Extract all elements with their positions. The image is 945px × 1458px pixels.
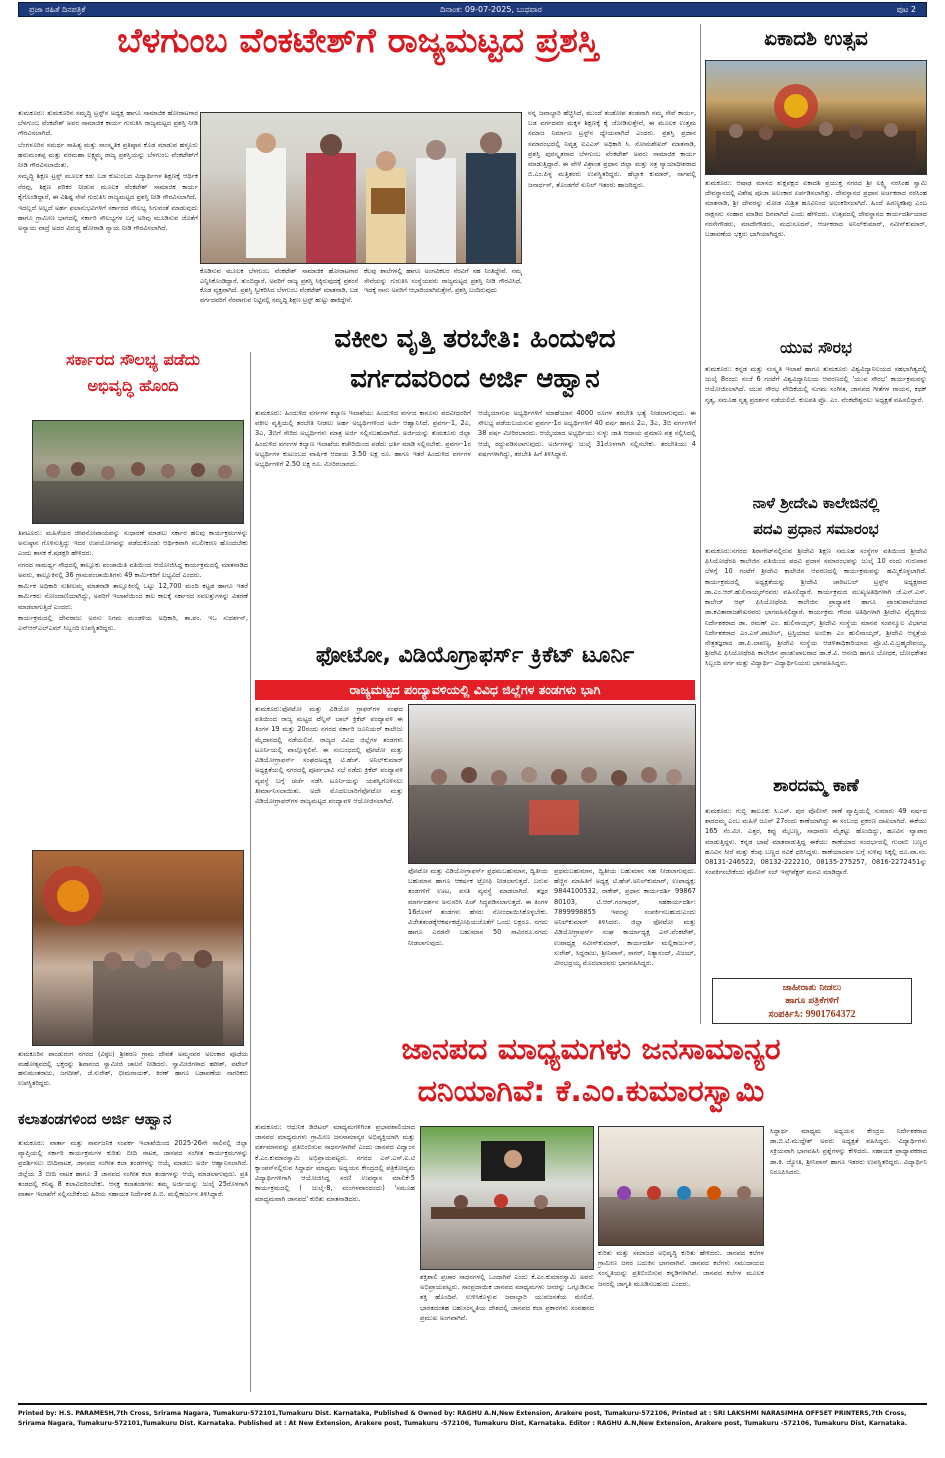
- belagumba-text-col3: ನನ್ನ ಜವಾಬ್ದಾರಿ ಹೆಚ್ಚಿಸಿದೆ, ಮುಂದೆ ತಂಡೋಪ ತಂಡವಾಗಿ ನಮ್ಮ ಸೇವೆ ಕಾರ್ಯ, ಬಡ ವರ್ಗದವರ ಮಕ್ಕಳ ಶಿಕ್ಷಣಕ್ಕೆ ಕೈ ಜೋಡಿಸುತ್ತೇವೆ, ಈ ಮೂಲಕ ಉತ್ತಮ ಸಮಾಜ ನಿರ್ಮಾಣ ಟ್ರಸ್ಟ್‌ನ ಧ್ಯೇಯವಾಗಿದೆ ಎಂದರು. ಪ್ರಶಸ್ತಿ ಪ್ರದಾನ ಸಮಾರಂಭದಲ್ಲಿ ನಿವೃತ್ತ ಐಎಎಸ್ ಅಧಿಕಾರಿ ಸಿ. ಸೋಮಶೇಖರ್ ಮಾತನಾಡಿ, ಪ್ರಶಸ್ತಿ ಪುರಸ್ಕೃತರಾದ ಬೆಳಗುಂಬ ವೆಂಕಟೇಶ್ ಅವರು ಸಾಮಾಜಿಕ ಕಾರ್ಯ ಮಾಡುತ್ತಿದ್ದಾರೆ. ಈ ವೇಳೆ ವಿಶ್ರಾಂತ ಪ್ರಧಾನ ಜಿಲ್ಲಾ ಮತ್ತು ಸತ್ರ ನ್ಯಾಯಾಧೀಶರಾದ ಬಿ.ಎಂ.ಪಿಳ್ಳ ಮತ್ತಿತರರು ಉಪಸ್ಥಿತರಿದ್ದರು. ಹೆಬ್ಬಾಕ ಕುಮಾರ್, ನಾಗವಲ್ಲಿ ಜನಾರ್ಧನ್, ತೊಂಡಗೆರೆ ಸುನಿಲ್ ಇತರರು ಹಾಜರಿದ್ದರು.: [528, 109, 696, 189]
- paragraph: ತಿಪಟೂರು: ಮಹಿಳೆಯರ ಜೀವನೋಪಾಯವನ್ನು ಸುಧಾರಣೆ ಮಾಡಲು ಸರ್ಕಾರ ಹಲವು ಕಾರ್ಯಕ್ರಮಗಳನ್ನು ಅನುಷ್ಠಾನ ಗೊಳಿಸುತ್ತಿದ್ದು ಇದರ ಉಪಯೋಗವನ್ನು ಪಡೆದುಕೊಂಡು ಆರ್ಥಿಕವಾಗಿ ಸಬಲೀಕರಣ ಹೊಂದಬೇಕು ಎಂದು ಶಾಸಕ ಕೆ.ಷಡಕ್ಷರಿ ಹೇಳಿದರು.: [18, 529, 248, 558]
- group-image: [33, 421, 244, 524]
- paragraph: ಇದಲ್ಲದೆ ಅಲ್ಲದೆ ಅರ್ಹ ಫಲಾನುಭವಿಗಳಿಗೆ ಸರ್ಕಾರದ ಸೌಲಭ್ಯ ಸಿಗುವಂತೆ ಮಾಡುವುದು ಹಾಗೂ ಗ್ರಾಮೀಣ ಭಾಗದಲ್ಲಿ ಸರ್ಕಾರಿ ಸೌಲಭ್ಯಗಳ ಬಗ್ಗೆ ಅರಿವು ಮೂಡಿಸುವ ಜೊತೆಗೆ ಅನ್ಯಾಯ ವಾದ್ರೆ ಅದರ ವಿರುದ್ಧ ಹೋರಾಡಿ ನ್ಯಾಯ ನೀಡಿ ಗೌರವಿಸಲಾಗಿದೆ.: [18, 203, 198, 233]
- column-divider: [700, 24, 701, 1024]
- paragraph: ನಗರದ ಸಾಮರ್ಥ್ಯ ಸೌಧದಲ್ಲಿ ತಾಲ್ಲೂಕು ಪಂಚಾಯಿತಿ ವತಿಯಿಂದ ಆಯೋಜಿಸಿದ್ದ ಕಾರ್ಯಕ್ರಮದಲ್ಲಿ ಮಾತನಾಡಿದ ಅವರು, ತಾಲ್ಲೂಕಿನಲ್ಲಿ 36 ಗ್ರಾಮಪಂಚಾಯಿತಿಗಳು 49 ಕಾರ್ಮಿಕರಿಗೆ ಲಭ್ಯವಿದೆ ಎಂದರು.: [18, 560, 248, 579]
- headline-janapada-1: ಜಾನಪದ ಮಾಧ್ಯಮಗಳು ಜನಸಾಮಾನ್ಯರ: [401, 1034, 781, 1067]
- janapada-text-col1: ತುಮಕೂರು: ಆಧುನಿಕ ಡಿಜಿಟಲ್ ಮಾಧ್ಯಮಗಳಿಗಿಂತ ಪ್ರಭಾವಶಾಲಿಯಾದ ಜಾನಪದ ಮಾಧ್ಯಮಗಳು ಗ್ರಾಮೀಣ ಜನಸಾಮಾನ್ಯರ ಅಭಿವ್ಯಕ್ತಿಯಾಗಿ ಮತ್ತು ವರ್ತಮಾನವನ್ನು ಪ್ರತಿಬಿಂಬಿಸುವ ಸಾಧನಗಳಾಗಿವೆ ಎಂದು ಜಾನಪದ ವಿದ್ವಾಂಸ ಕೆ.ಎಂ.ಕುಮಾರಸ್ವಾಮಿ ಅಭಿಪ್ರಾಯಪಟ್ಟರು. ನಗರದ ಎಸ್.ಎಸ್.ಐ.ಟಿ ಕ್ಯಾಂಪಸ್‌ನಲ್ಲಿರುವ ಸಿದ್ಧಾರ್ಥ ಮಾಧ್ಯಮ ಅಧ್ಯಯನ ಕೇಂದ್ರದಲ್ಲಿ ಪತ್ರಿಕೋದ್ಯಮ ವಿದ್ಯಾರ್ಥಿಗಳಿಗಾಗಿ ಆಯೋಜಿಸಿದ್ದ ಸರಣಿ ಉಪನ್ಯಾಸ ಮಾಲಿಕೆ-5 ಕಾರ್ಯಕ್ರಮದಲ್ಲಿ ( ಜುಲೈ-8, ಮಂಗಳವಾರದಂದು) 'ಸಮೂಹ ಮಾಧ್ಯಮವಾಗಿ ಜಾನಪದ' ಕುರಿತು ಮಾತನಾಡಿದರು.: [255, 1123, 415, 1203]
- headline-sarkara-1: ಸರ್ಕಾರದ ಸೌಲಭ್ಯ ಪಡೆದು: [65, 352, 201, 369]
- advertisement-box: [712, 978, 912, 1024]
- award-ceremony-photo: [200, 112, 522, 264]
- headline-sarkara-2: ಅಭಿವೃದ್ಧಿ ಹೊಂದಿ: [87, 378, 179, 395]
- vakila-text-col2: ಆಯ್ಕೆಯಾಗುವ ಅಭ್ಯರ್ಥಿಗಳಿಗೆ ಮಾಹೆಯಾನ 4000 ರೂಗಳ ತರಬೇತಿ ಭತ್ಯೆ ನೀಡಲಾಗುವುದು. ಈ ಸೌಲಭ್ಯ ಪಡೆಯಬಯಸುವ ಪ್ರವರ್ಗ-1ರ ಅಭ್ಯರ್ಥಿಗಳಿಗೆ 40 ವರ್ಷ ಹಾಗೂ 2ಎ, 3ಎ, 3ಬಿ ವರ್ಗಗಳಿಗೆ 38 ವರ್ಷ ಮೀರಿರಬಾರದು. ಆಯ್ಕೆಯಾದ ಅಭ್ಯರ್ಥಿಯು ಸುಳ್ಳು ಜಾತಿ ಆದಾಯ ಪ್ರಮಾಣ ಪತ್ರ ಸಲ್ಲಿಸಿದಲ್ಲಿ ಆಯ್ಕೆ ರದ್ದುಪಡಿಸಲಾಗುವುದು. ಅರ್ಜಿಗಳನ್ನು ಜುಲೈ 31ರೊಳಗಾಗಿ ಸಲ್ಲಿಸಬೇಕು. ತರಬೇತಿಯು 4 ವರ್ಷಗಳಾಗಿದ್ದು, ತರಬೇತಿ ಹಿಗೆ ತಿಳಿಸಿದ್ದಾರೆ.: [478, 409, 696, 458]
- award-photo-caption-right: ಕೆಲವು ಶಾಲೆಗಳಲ್ಲಿ ಹಾಗೂ ಅಂಗವಿಕಲರ ನೆರವಿಗೆ ಸಹ ನಿಂತಿದ್ದೇವೆ. ನಮ್ಮ ಸೇವೆಯನ್ನು ಗುರುತಿಸಿ ಸಂಸ್ಥೆಯವರು ರಾಜ್ಯಮಟ್ಟದ ಪ್ರಶಸ್ತಿ ನೀಡಿ ಗೌರವಿಸಿದೆ, ಇದಕ್ಕೆ ನಾನು ಅವರಿಗೆ ಆಭಾರಿಯಾಗಿರುತ್ತೇನೆ, ಪ್ರಶಸ್ತಿ ಬಂದಿರುವುದು: [364, 267, 522, 295]
- imprint-line-2: Srirama Nagara, Tumakuru-572101,Tumakuru Dist. Karnataka. Published at : At New Extension, Arakere post, Tumakuru -572106, Tumakuru Dist, Karnataka. Editor : RAGHU A.N,New Extension, Arakere post, Tumakuru -572106, Tumakuru Dist, Karnataka.: [18, 1419, 908, 1427]
- headline-vakila-2: ವರ್ಗದವರಿಂದ ಅರ್ಜಿ ಆಹ್ವಾನ: [350, 366, 600, 394]
- team-image: [409, 705, 696, 864]
- paragraph: ಕಾರ್ಯಕ್ರಮದಲ್ಲಿ ದೇವರಾಜು ಅರಸು ನಿಗಮ ಮಂಡಳಿಯ ಅಧಿಕಾರಿ, ತಾ.ಪಂ. ಇಒ ಸುದರ್ಶನ್, ಎನ್‌ಆರ್‌ಎಲ್‌ಎಮ್ ಸಿಬ್ಬಂದಿ ಉಪಸ್ಥಿತರಿದ್ದರು.: [18, 613, 248, 632]
- kala-tandagalu-text: ತುಮಕೂರು: ವಾರ್ತಾ ಮತ್ತು ಸಾರ್ವಜನಿಕ ಸಂಪರ್ಕ ಇಲಾಖೆಯಿಂದ 2025-26ನೇ ಸಾಲಿನಲ್ಲಿ ಜಿಲ್ಲಾ ವ್ಯಾಪ್ತಿಯಲ್ಲಿ ಸರ್ಕಾರಿ ಕಾರ್ಯಕ್ರಮಗಳ ಕುರಿತು ಬೀದಿ ನಾಟಕ, ಜಾನಪದ ಸಂಗೀತ ಕಾರ್ಯಕ್ರಮಗಳನ್ನು ಪ್ರದರ್ಶಿಸಲು ಬೀದಿನಾಟಕ, ಜಾನಪದ ಸಂಗೀತ ಕಲಾ ತಂಡಗಳನ್ನು ಆಯ್ಕೆ ಮಾಡಲು ಅರ್ಜಿ ಆಹ್ವಾನಿಸಲಾಗಿದೆ. ಜಿಲ್ಲೆಯ 3 ಬೀದಿ ನಾಟಕ ಹಾಗೂ 3 ಜಾನಪದ ಸಂಗೀತ ಕಲಾ ತಂಡಗಳನ್ನು ಆಯ್ಕೆ ಮಾಡಲಾಗುವುದು. ಪ್ರತಿ ತಂಡದಲ್ಲಿ ಕನಿಷ್ಟ 8 ಕಲಾವಿದರಿರಬೇಕು. ಆಸಕ್ತ ಕಲಾತಂಡಗಳು ತಮ್ಮ ಅರ್ಜಿಯನ್ನು ಜುಲೈ 25ರೊಳಗಾಗಿ ವಾರ್ತಾ ಇಲಾಖೆಗೆ ಸಲ್ಲಿಸಬೇಕೆಂದು ಹಿರಿಯ ಸಹಾಯಕ ನಿರ್ದೇಶಕ ಪಿ.ಬಿ. ಮಲ್ಲಿಕಾರ್ಜುನ ತಿಳಿಸಿದ್ದಾರೆ.: [18, 1139, 248, 1199]
- sarkara-photo: [32, 420, 244, 524]
- paragraph: ಸಮೃದ್ಧಿ ಶಿಕ್ಷಣ ಟ್ರಸ್ಟ್ ಮೂಲಕ ಕಡು ಬಡ ಕುಟುಂಬದ ವಿದ್ಯಾರ್ಥಿಗಳ ಶಿಕ್ಷಣಕ್ಕೆ ಆರ್ಥಿಕ ನೆರವು, ಶಿಕ್ಷಣ ಪರಿಕರ ನೀಡುವ ಮೂಲಕ ವೆಂಕಟೇಶ್ ಸಾಮಾಜಿಕ ಕಾರ್ಯ ಕೈಗೊಂಡಿದ್ದಾರೆ, ಈ ವಿಶಿಷ್ಟ ಸೇವೆ ಗುರುತಿಸಿ ರಾಜ್ಯಮಟ್ಟದ ಪ್ರಶಸ್ತಿ ನೀಡಿ ಗೌರವಿಸಲಾಗಿದೆ.: [18, 172, 198, 201]
- paper-name: ಪ್ರಜಾ ರಹಿತೆ ದಿನಪತ್ರಿಕೆ: [29, 4, 86, 14]
- cricket-text-col1: ತುಮಕೂರು:ಫೋಟೋ ಮತ್ತು ವಿಡಿಯೋ ಗ್ರಾಫರ್‌ಗಳ ಸಂಘದ ವತಿಯಿಂದ ರಾಜ್ಯ ಮಟ್ಟದ ಟೆನ್ನಿಸ್ ಬಾಲ್ ಕ್ರಿಕೆಟ್ ಪಂದ್ಯಾವಳಿ ಈ ತಿಂಗಳ 19 ಮತ್ತು 20ರಂದು ನಗರದ ಸರ್ಕಾರಿ ಜೂನಿಯರ್ ಕಾಲೇಜು ಮೈದಾನದಲ್ಲಿ ನಡೆಯಲಿದೆ. ರಾಜ್ಯದ ವಿವಿಧ ಜಿಲ್ಲೆಗಳ ತಂಡಗಳು ಟೂರ್ನಿಯಲ್ಲಿ ಪಾಲ್ಗೊಳ್ಳಲಿವೆ. ಈ ಸಂಬಂಧದಲ್ಲಿ ಫೋಟೋ ಮತ್ತು ವಿಡಿಯೋಗ್ರಾಫರ್ಸ್ ಸಂಘದಅಧ್ಯಕ್ಷ ಟಿ.ಹೆಚ್. ಅನಿಲ್‌ಕುಮಾರ್ ಅಧ್ಯಕ್ಷತೆಯಲ್ಲಿ ನಗರದಲ್ಲಿ ಪೂರ್ವಭಾವಿ ಸಭೆ ನಡೆದು ಕ್ರಿಕೆಟ್ ಪಂದ್ಯಾವಳಿ ವ್ಯವಸ್ಥೆ ಬಗ್ಗೆ ಚರ್ಚೆ ನಡೆಸಿ ಟೂರ್ನಿಯನ್ನು ಯಶಸ್ವಿಗೊಳಿಸಲು ತೀರ್ಮಾನಿಸಲಾಯಿತು. ಅದೇ ಮೊದಲಬಾರಿಗೆಫೋಟೋ ಮತ್ತು ವಿಡಿಯೋಗ್ರಾಫರ್‌ಗಳ ರಾಜ್ಯಮಟ್ಟದ ಪಂದ್ಯಾವಳಿ ಆಯೋಜಿಸಲಾಗಿದೆ.: [255, 705, 403, 805]
- ekadashi-text: ತುಮಕೂರು: ಆಷಾಢ ಮಾಸದ ಶುಕ್ಲಪಕ್ಷದ ಏಕಾದಶಿ ಪ್ರಯುಕ್ತ ನಗರದ ಶ್ರೀ ಲಕ್ಷ್ಮಿ ನರಸಿಂಹ ಸ್ವಾಮಿ ದೇವಸ್ಥಾನದಲ್ಲಿ ವಿಶೇಷ ಪೂಜಾ ಅಲಂಕಾರ ಏರ್ಪಡಿಸಲಾಗಿತ್ತು. ದೇವಸ್ಥಾನದ ಪ್ರಧಾನ ಅರ್ಚಕರಾದ ನರಸಿಂಹ ಮಾತನಾಡಿ, ಶ್ರೀ ದೇವರನ್ನು ಮೋಡ ಮಿಶ್ರಿತ ಹೂವಿನಿಂದ ಅಲಂಕರಿಸಲಾಗಿದೆ. ಹಿಂದೆ ಹಿರಣ್ಯಕಶಿಪು ಎಂಬ ರಾಕ್ಷಸನು ಸಂಹಾರ ಮಾಡಿದ ದಿನವಾಗಿದೆ ಎಂದು ಹೇಳಿದರು. ಉತ್ಸವದಲ್ಲಿ ದೇವಸ್ಥಾನದ ಕಾರ್ಯದರ್ಶಿಯಾದ ನರಸೇಗೌಡರು, ಮಾದೇಗೌಡರು, ಮಧುಸೂದನ್, ಆರ್ಚಕರಾದ ಅನಿಲ್‌ಕುಮಾರ್, ನವೀನ್‌ಕುಮಾರ್, ಬಡಾವಣೆಯ ಭಕ್ತರು ಭಾಗಿಯಾಗಿದ್ದರು.: [705, 179, 927, 239]
- vakila-text-col1: ತುಮಕೂರು: ಹಿಂದುಳಿದ ವರ್ಗಗಳ ಕಲ್ಯಾಣ ಇಲಾಖೆಯು ಹಿಂದುಳಿದ ವರ್ಗದ ಕಾನೂನು ಪದವೀಧರರಿಗೆ ವಕೀಲ ವೃತ್ತಿಯಲ್ಲಿ ತರಬೇತಿ ನೀಡಲು ಅರ್ಹ ಅಭ್ಯರ್ಥಿಗಳಿಂದ ಅರ್ಜಿ ಆಹ್ವಾನಿಸಿದೆ. ಪ್ರವರ್ಗ-1, 2ಎ, 3ಎ, 3ಬಿಗೆ ಸೇರಿದ ಅಭ್ಯರ್ಥಿಗಳು ಮಾತ್ರ ಅರ್ಜಿ ಸಲ್ಲಿಸಬಹುದಾಗಿದೆ. ಅರ್ಜಿಯನ್ನು ತುಮಕೂರು ಜಿಲ್ಲಾ ಹಿಂದುಳಿದ ವರ್ಗಗಳ ಕಲ್ಯಾಣ ಇಲಾಖೆಯ ಕಚೇರಿಯಿಂದ ಪಡೆದು ಭರ್ತಿ ಮಾಡಿ ಸಲ್ಲಿಸಬೇಕು. ಪ್ರವರ್ಗ-1ರ ಅಭ್ಯರ್ಥಿಗಳ ಕುಟುಂಬದ ವಾರ್ಷಿಕ ಆದಾಯ 3.50 ಲಕ್ಷ ರೂ. ಹಾಗೂ ಇತರೆ ಹಿಂದುಳಿದ ವರ್ಗಗಳ ಅಭ್ಯರ್ಥಿಗಳಿಗೆ 2.50 ಲಕ್ಷ ರೂ. ಮೀರಿರಬಾರದು.: [255, 409, 471, 469]
- belagumba-text-col1: [18, 108, 198, 348]
- headline-cricket: ಫೋಟೋ, ವಿಡಿಯೊಗ್ರಾಫರ್ಸ್ ಕ್ರಿಕೆಟ್ ಟೂರ್ನಿ: [315, 644, 635, 668]
- temple-festival-photo: [32, 850, 244, 1046]
- masthead-bar: [18, 2, 927, 17]
- page-number: ಪುಟ 2: [896, 4, 916, 14]
- cricket-text-col2: ಫೋಟೋ ಮತ್ತು ವಿಡಿಯೋಗ್ರಾಫರ್ಸ್ ಪ್ರಥಮಬಹುಮಾನ, ದ್ವಿತೀಯ ಬಹುಮಾನ ಹಾಗೂ ಆಕರ್ಷಕ ಟ್ರೋಫಿ ನೀಡಲಾಗುತ್ತದೆ. ಬರುವ ತಂಡಗಳಿಗೆ ಊಟ, ವಸತಿ ವ್ಯವಸ್ಥೆ ಮಾಡಲಾಗಿದೆ. ತಜ್ಞರ ಮಾರ್ಗದರ್ಶನ ಅನುಸರಿಸಿ ಪಿಚ್ ಸಿದ್ಧಪಡಿಸಲಾಗುತ್ತದೆ. ಈ ತಿಂಗಳ 16ರೊಳಗೆ ತಂಡಗಳು ಹೆಸರು ನೋಂದಾಯಿಸಿಕೊಳ್ಳಬೇಕು. ವಿಜೇತತಂಡಕ್ಕೆಆಕರ್ಷಕಟ್ರೋಫಿಯಜೊತೆಗೆ ಒಂದು ಲಕ್ಷರೂ. ನಗದು ಹಾಗೂ ಎರಡನೇ ಬಹುಮಾನ 50 ಸಾವಿರರೂ.ನಗದು ನೀಡಲಾಗುವುದು.: [408, 867, 548, 947]
- cricket-team-photo: [408, 704, 696, 864]
- yuva-sourabha-text: ತುಮಕೂರು: ಕನ್ನಡ ಮತ್ತು ಸಂಸ್ಕೃತಿ ಇಲಾಖೆ ಹಾಗೂ ತುಮಕೂರು ವಿಶ್ವವಿದ್ಯಾನಿಲಯದ ಸಹಭಾಗಿತ್ವದಲ್ಲಿ ಜುಲೈ 8ರಂದು ಸಂಜೆ 6 ಗಂಟೆಗೆ ವಿಶ್ವವಿದ್ಯಾನಿಲಯ ಆವರಣದಲ್ಲಿ 'ಯುವ ಸೌರಭ' ಕಾರ್ಯಕ್ರಮವನ್ನು ಆಯೋಜಿಸಲಾಗಿದೆ. ಯುವ ಸೌರಭ ವೇದಿಕೆಯಲ್ಲಿ ಸುಗಮ ಸಂಗೀತ, ಜಾನಪದ ಗೀತೆಗಳ ಗಾಯನ, ಕಥಕ್ ನೃತ್ಯ, ಸಮೂಹ ನೃತ್ಯ ಪ್ರದರ್ಶನ ನಡೆಯಲಿದೆ. ಕುಲಪತಿ ಪ್ರೊ. ಎಂ. ವೆಂಕಟೇಶ್ವರಲು ಅಧ್ಯಕ್ಷತೆ ವಹಿಸಲಿದ್ದಾರೆ.: [705, 365, 927, 404]
- issue-date: ದಿನಾಂಕ: 09-07-2025, ಬುಧವಾರ: [440, 4, 542, 14]
- crowd-image: [706, 61, 927, 175]
- festival-image: [33, 851, 244, 1046]
- ad-line-3[interactable]: ಸಂಪರ್ಕಿಸಿ: 9901764372: [768, 1009, 856, 1020]
- imprint-line-1: Printed by: H.S. PARAMESH,7th Cross, Srirama Nagara, Tumakuru-572101,Tumakuru Dist. Karnataka, Published & Owned by: RAGHU A.N,New Extension, Arakere post, Tumakuru-572106, Printed at : SRI LAKSHMI NARASIMHA OFFSET PRINTERS,7th Cross,: [18, 1410, 907, 1417]
- imprint-footer: [18, 1403, 927, 1429]
- column-divider: [250, 352, 251, 1392]
- paragraph: ಕಾರ್ಮಿಕ ಅಧಿಕಾರಿ ಸುಶೀಲಮ್ಮ ಮಾತನಾಡಿ ತಾಲ್ಲೂಕಿನಲ್ಲಿ ಒಟ್ಟು 12,700 ಮಂದಿ ಕಟ್ಟಡ ಹಾಗೂ ಇತರೆ ಕಾರ್ಮಿಕರು ನೋಂದಾಣಿಯಾಗಿದ್ದು, ಅವರಿಗೆ ಇಲಾಖೆಯಿಂದ ಕಾಲ ಕಾಲಕ್ಕೆ ಸರ್ಕಾರದ ಸವಲತ್ತುಗಳನ್ನು ವಿತರಣೆ ಮಾಡಲಾಗುತ್ತಿದೆ ಎಂದರು.: [18, 582, 248, 611]
- sridevi-text: ತುಮಕೂರು:ನಗರದ ಶಿರಾಗೇಟ್‌ನಲ್ಲಿರುವ ಶ್ರೀದೇವಿ ಶಿಕ್ಷಣ ಸಮೂಹ ಸಂಸ್ಥೆಗಳ ವತಿಯಿಂದ ಶ್ರೀದೇವಿ ಫಿಸಿಯೋಥೆರಪಿ ಕಾಲೇಜಿನ ವತಿಯಿಂದ ಪದವಿ ಪ್ರದಾನ ಸಮಾರಂಭವನ್ನು ಜುಲೈ 10 ರಂದು ಗುರುವಾರ ಬೆಳಗ್ಗೆ 10 ಗಂಟೆಗೆ ಶ್ರೀದೇವಿ ಕಾಲೇಜಿನ ಆವರಣದಲ್ಲಿ ಕಾರ್ಯಕ್ರಮವನ್ನು ಹಮ್ಮಿಕೊಳ್ಳಲಾಗಿದೆ. ಕಾರ್ಯಕ್ರಮದಲ್ಲಿ ಅಧ್ಯಕ್ಷತೆಯನ್ನು ಶ್ರೀದೇವಿ ಚಾರಿಟಬಲ್ ಟ್ರಸ್ಟ್‌ನ ಅಧ್ಯಕ್ಷರಾದ ಡಾ.ಎಂ.ಆರ್.ಹುಲಿನಾಯ್ಕರ್‌ರವರು ವಹಿಸಲಿದ್ದಾರೆ. ಕಾರ್ಯಕ್ರಮದ ಮುಖ್ಯಅತಿಥಿಗಳಾಗಿ ಜೆ.ಎಸ್.ಎಸ್. ಕಾಲೇಜ್ ಆಫ್ ಫಿಸಿಯೋಥೆರಪಿ ಕಾಲೇಜಿನ ಪ್ರಾಧ್ಯಾಪಕಿ ಹಾಗೂ ಪ್ರಾಂಶುಪಾಲೆಯಾದ ಡಾ.ಕವಿತಾರಾಜಶೇಖರವರು ಭಾಗವಹಿಸಲಿದ್ದಾರೆ. ಕಾರ್ಯಕ್ರಮ ಗೌರವ ಅತಿಥಿಗಳಾಗಿ ಶ್ರೀದೇವಿ ವೈದ್ಯಕೀಯ ನಿರ್ದೇಶಕರಾದ ಡಾ. ರಮಣ್ ಎಂ. ಹುಲಿನಾಯ್ಕರ್, ಶ್ರೀದೇವಿ ಸಂಸ್ಥೆಯ ಮಾನವ ಸಂಪನ್ಮೂಲ ವಿಭಾಗದ ನಿರ್ದೇಶಕರಾದ ಎಂ.ಎಸ್.ಪಾಟೀಲ್, ಟ್ರಸ್ಟಿಯಾದ ಅಂಬಿಕಾ ಎಂ ಹುಲಿನಾಯ್ಕರ್, ಶ್ರೀದೇವಿ ಆಸ್ಪತ್ರೆಯ ನೇತ್ರತಜ್ಞರಾದ ಡಾ.ಪಿ.ಲಾವಣ್ಯ, ಶ್ರೀದೇವಿ ಸಂಸ್ಥೆಯ ಆಡಳಿತಾಧಿಕಾರಿಯಾದ ಪ್ರೊ.ಟಿ.ವಿ.ಬ್ರಹ್ಮದೇವಯ್ಯ, ಶ್ರೀದೇವಿ ಫಿಸಿಯೋಥೆರಪಿ ಕಾಲೇಜಿನ ಪ್ರಾಂಶುಪಾಲರಾದ ಡಾ.ಕೆ.ವಿ. ಆನಂದಿ ಹಾಗೂ ಬೋಧಕ, ಬೋಧಕೇತರ ಸಿಬ್ಬಂದಿ ವರ್ಗ ಮತ್ತು ವಿದ್ಯಾರ್ಥಿ- ವಿದ್ಯಾರ್ಥಿನಿಯರು ಭಾಗವಹಿಸಿದ್ದರು.: [705, 547, 927, 668]
- janapada-text-col4: ಸಿದ್ಧಾರ್ಥ ಮಾಧ್ಯಮ ಅಧ್ಯಯನ ಕೇಂದ್ರದ ನಿರ್ದೇಶಕರಾದ ಡಾ.ಬಿ.ಟಿ.ಮುದ್ದೇಶ್ ಅವರು ಅಧ್ಯಕ್ಷತೆ ವಹಿಸಿದ್ದರು. ವಿದ್ಯಾರ್ಥಿಗಳು ಸಕ್ರಿಯವಾಗಿ ಭಾಗವಹಿಸಿ ಪ್ರಶ್ನೆಗಳನ್ನು ಕೇಳಿದರು. ಸಹಾಯಕ ಪ್ರಾಧ್ಯಾಪಕರಾದ ಡಾ.ಕಿ. ಜ್ಯೋತಿ, ಶ್ರೀನಿವಾಸ್ ಹಾಗೂ ಇತರರು ಉಪಸ್ಥಿತರಿದ್ದರು. ವಿದ್ಯಾರ್ಥಿನಿ ನಿರೂಪಿಸಿದರು.: [770, 1127, 927, 1176]
- headline-yuva-sourabha: ಯುವ ಸೌರಭ: [780, 340, 852, 357]
- award-photo-caption-left: ಕೊಡಿಸುವ ಮೂಲಕ ಬೆಳಗುಂಬ ವೆಂಕಟೇಶ್ ಸಾಮಾಜಿಕ ಹೋರಾಟಗಾರ ಎನ್ನಿಸಿಕೊಂಡಿದ್ದಾರೆ. ತುಂಬಿದ್ದಾರೆ, ಅವರಿಗೆ ರಾಜ್ಯ ಪ್ರಶಸ್ತಿ ಸಿಕ್ಕಿರುವುದಕ್ಕೆ ಪ್ರಶಂಸೆ ಕೊಡ ವ್ಯಕ್ತವಾಗಿದೆ. ಪ್ರಶಸ್ತಿ ಸ್ವೀಕರಿಸಿದ ಬೆಳಗುಂಬ ವೆಂಕಟೇಶ್ ಮಾತನಾಡಿ, ಬಡ ವರ್ಗದವರಿಗೆ ನೆರವಾಗುವ ನಿಟ್ಟಿನಲ್ಲಿ ಸಮೃದ್ಧಿ ಶಿಕ್ಷಣ ಟ್ರಸ್ಟ್ ಹುಟ್ಟು ಹಾಕಿದ್ದೇನೆ.: [200, 267, 358, 304]
- cricket-text-col3: ಪ್ರಥಮಬಹುಮಾನ, ದ್ವಿತೀಯ ಬಹುಮಾನ ಸಹ ನೀಡಲಾಗುವುದು. ಹೆಚ್ಚಿನ ಮಾಹಿತಿಗೆ ಅಧ್ಯಕ್ಷ ಟಿ.ಹೆಚ್.ಅನಿಲ್‌ಕುಮಾರ್, ಉಪಾಧ್ಯಕ್ಷ: 9844100532, ರಾಕೇಶ್, ಪ್ರಧಾನ ಕಾರ್ಯದರ್ಶಿ 99867 80103, ಟಿ.ಆರ್.ಗಂಗಾಧರ್, ಸಹಕಾರ್ಯದರ್ಶಿ: 7899998855 ಇವರನ್ನು ಸಂಪರ್ಕಿಸಬಹುದುಎಂದು ಅನಿಲ್‌ಕುಮಾರ್ ತಿಳಿಸಿದರು. ಜಿಲ್ಲಾ ಫೋಟೋ ಮತ್ತು ವಿಡಿಯೋಗ್ರಾಫರ್ಸ್ ಸಂಘ ಕಾರ್ಯಾಧ್ಯಕ್ಷ ಎನ್.ವೆಂಕಟೇಶ್, ಉಪಾಧ್ಯಕ್ಷ ನವೀನ್‌ಕುಮಾರ್, ಕಾರ್ಯದರ್ಶಿ ಮಲ್ಲಿಕಾರ್ಜುನ್, ಸುರೇಶ್, ಸಿದ್ದರಾಜು, ಶ್ರೀನಿವಾಸ್, ಸಾಗರ್, ನಿತ್ಯಾನಂದ್, ವಿಜಯ್, ವೀರಭದ್ರಯ್ಯ ಮೊದಲಾದವರು ಭಾಗವಹಿಸಿದ್ದರು.: [554, 867, 696, 967]
- temple-festival-caption: ತುಮಕೂರಿನ ಪಾಂಡುರಂಗ ನಗರದ (ವಿಠ್ಠಲ) ಶ್ರೀಶರಣ ಗ್ರಾಮ ದೇವತೆ ಅಮ್ಮನವರ ಅಲಂಕಾರ ಪೂಜೆಯ ಮಹೋತ್ಸವದಲ್ಲಿ ಭಕ್ತರನ್ನು ಶಿವಾನಂದ ಸ್ವಾಮೀಜಿ ಚಾಲನೆ ನೀಡಿದರು. ಸ್ವಾಮೀಜಿಗಳಾದ ಹರೀಶ್, ಪಟೇಲ್ ಹನುಮಂತರಾಜು, ಜಗದೀಶ್, ಜೆ.ಸುರೇಶ್, ಭೀಮನಾಯಕ್, ಕಿರಣ್ ಹಾಗೂ ಬಡಾವಣೆಯ ನಾಗರಿಕರು ಉಪಸ್ಥಿತರಿದ್ದರು.: [18, 1050, 248, 1087]
- headline-belagumba: ಬೆಳಗುಂಬ ವೆಂಕಟೇಶ್‌ಗೆ ರಾಜ್ಯಮಟ್ಟದ ಪ್ರಶಸ್ತಿ: [117, 24, 599, 61]
- ad-line-1: ಜಾಹೀರಾತು ನೀಡಲು: [782, 983, 842, 993]
- ekadashi-photo: [705, 60, 927, 175]
- award-image: [201, 113, 522, 264]
- headline-sridevi-1: ನಾಳೆ ಶ್ರೀದೇವಿ ಕಾಲೇಜಿನಲ್ಲಿ: [752, 496, 880, 512]
- lecture-image: [421, 1127, 594, 1270]
- paragraph: ಬೆಂಗಳೂರಿನ ಸಮರ್ಥ ಸಾಹಿತ್ಯ ಮತ್ತು ಸಾಂಸ್ಕೃತಿಕ ಪ್ರತಿಷ್ಠಾನ ಕೊಡ ಮಾಡುವ ಹಳ್ಳೂರು ಹನುಮಂತಪ್ಪ ಮತ್ತು ವರಮಹಾ ಲಕ್ಷ್ಮಮ್ಮ ರಾಜ್ಯ ಪ್ರಶಸ್ತಿಯನ್ನು ಬೆಳಗುಂಬ ವೆಂಕಟೇಶ್‌ಗೆ ನೀಡಿ ಗೌರವಿಸಲಾಯಿತು.: [18, 140, 198, 170]
- ad-line-2: ಹಾಗೂ ಪತ್ರಿಕೆಗಳಿಗೆ: [785, 996, 839, 1006]
- audience-image: [599, 1127, 764, 1246]
- audience-photo: [598, 1126, 764, 1246]
- sharadamma-text: ತುಮಕೂರು: ಗುಬ್ಬಿ ತಾಲೂಕು ಸಿ.ಎಸ್. ಪುರ ಪೊಲೀಸ್ ಠಾಣೆ ವ್ಯಾಪ್ತಿಯಲ್ಲಿ ಸುಮಾರು 49 ವರ್ಷದ ಶಾರದಮ್ಮ ಎಂಬ ಮಹಿಳೆ ಜೂನ್ 27ರಂದು ಕಾಣೆಯಾಗಿದ್ದು ಈ ಸಂಬಂಧ ಪ್ರಕರಣ ದಾಖಲಾಗಿದೆ. ಈಕೆಯು 165 ಸೆಂ.ಮೀ. ಎತ್ತರ, ಕಪ್ಪು ಮೈಬಣ್ಣ, ಸಾಧಾರಣ ಮೈಕಟ್ಟು ಹೊಂದಿದ್ದು, ಹೂವಿನ ವ್ಯಾಪಾರ ಮಾಡುತ್ತಿದ್ದಳು. ಕನ್ನಡ ಭಾಷೆ ಮಾತನಾಡುತ್ತಿದ್ದ ಈಕೆಯು ಕಾಣೆಯಾದ ಸಂದರ್ಭದಲ್ಲಿ ಗುಲಾಬಿ ಬಣ್ಣದ ಹೂವಿನ ಸೀರೆ ಮತ್ತು ಕೆಂಪು ಬಣ್ಣದ ರವಿಕೆ ಧರಿಸಿದ್ದಳು. ಕಾಣೆಯಾದವಳ ಬಗ್ಗೆ ಸುಳಿವು ಸಿಕ್ಕಲ್ಲಿ ದೂ.ವಾ.ಸಂ. 08131-246522, 08132-222210, 08135-275257, 0816-2272451ನ್ನು ಸಂಪರ್ಕಿಸಬೇಕೆಂದು ಪೊಲೀಸ್ ಸಬ್ ಇನ್ಸ್‌ಪೆಕ್ಟರ್ ಮನವಿ ಮಾಡಿದ್ದಾರೆ.: [705, 807, 927, 877]
- headline-vakila-1: ವಕೀಲ ವೃತ್ತಿ ತರಬೇತಿ: ಹಿಂದುಳಿದ: [334, 326, 616, 354]
- headline-sridevi-2: ಪದವಿ ಪ್ರಧಾನ ಸಮಾರಂಭ: [753, 522, 879, 538]
- headline-ekadashi: ಏಕಾದಶಿ ಉತ್ಸವ: [764, 28, 868, 50]
- janapada-text-col3: ಕುರಿತು ಮತ್ತು ಸಮಾಜದ ಅಭಿವೃದ್ಧಿ ಕುರಿತು ಹೇಳಿದರು. ಜಾನಪದ ಕಲೆಗಳ ಗ್ರಾಮೀಣ ಜನರ ಬದುಕಿನ ಭಾಗವಾಗಿವೆ. ಜಾನಪದ ಕಲೆಗಳು ಸಮುದಾಯದ ಸಂಸ್ಕೃತಿಯನ್ನು ಪ್ರತಿಬಿಂಬಿಸುವ ಕನ್ನಡಿಗಳಾಗಿವೆ. ಜಾನಪದ ಕಲೆಗಳ ಮೂಲಕ ಜನರಲ್ಲಿ ಜಾಗೃತಿ ಮೂಡಿಸಬಹುದು ಎಂದರು.: [598, 1249, 764, 1288]
- sarkara-text: [18, 528, 248, 846]
- headline-janapada-2: ದನಿಯಾಗಿವೆ: ಕೆ.ಎಂ.ಕುಮಾರಸ್ವಾಮಿ: [417, 1076, 765, 1109]
- janapada-text-col2: ಶಕ್ತಿಶಾಲಿ ಪ್ರಚಾರ ಸಾಧನಗಳಲ್ಲಿ ಒಂದಾಗಿವೆ ಎಂದು ಕೆ.ಎಂ.ಕುಮಾರಸ್ವಾಮಿ ಅವರು ಅಭಿಪ್ರಾಯಪಟ್ಟರು. ಸಾಂಪ್ರದಾಯಿಕ ಜಾನಪದ ಮಾಧ್ಯಮಗಳು ಜನರನ್ನು ಒಗ್ಗೂಡಿಸುವ ಶಕ್ತಿ ಹೊಂದಿವೆ. ಉಳಿಸಿಕೊಳ್ಳುವ ಜವಾಬ್ದಾರಿ ಯುವಜನತೆಯ ಮೇಲಿದೆ. ಭಾರತದಂತಹ ಬಹುಸಂಸ್ಕೃತಿಯ ದೇಶದಲ್ಲಿ ಜಾನಪದ ಕಲಾ ಪ್ರಕಾರಗಳು ಸಂವಹನದ ಪ್ರಮುಖ ಅಂಗವಾಗಿವೆ.: [420, 1273, 594, 1322]
- headline-sharadamma: ಶಾರದಮ್ಮ ಕಾಣೆ: [773, 778, 859, 796]
- lecture-photo: [420, 1126, 594, 1270]
- headline-kala-tandagalu: ಕಲಾತಂಡಗಳಿಂದ ಅರ್ಜಿ ಆಹ್ವಾನ: [18, 1112, 172, 1128]
- subhead-cricket: ರಾಜ್ಯಮಟ್ಟದ ಪಂದ್ಯಾವಳಿಯಲ್ಲಿ ವಿವಿಧ ಜಿಲ್ಲೆಗಳ ತಂಡಗಳು ಭಾಗಿ: [255, 680, 695, 700]
- paragraph: ತುಮಕೂರು: ತುಮಕೂರಿನ ಸಮೃದ್ಧಿ ಟ್ರಸ್ಟ್‌ನ ಅಧ್ಯಕ್ಷ ಹಾಗೂ ಸಾಮಾಜಿಕ ಹೋರಾಟಗಾರ ಬೆಳಗುಂಬ ವೆಂಕಟೇಶ್ ಅವರ ಸಾಮಾಜಿಕ ಕಾರ್ಯ ಗುರುತಿಸಿ ರಾಜ್ಯಮಟ್ಟದ ಪ್ರಶಸ್ತಿ ನೀಡಿ ಗೌರವಿಸಲಾಗಿದೆ.: [18, 109, 198, 138]
